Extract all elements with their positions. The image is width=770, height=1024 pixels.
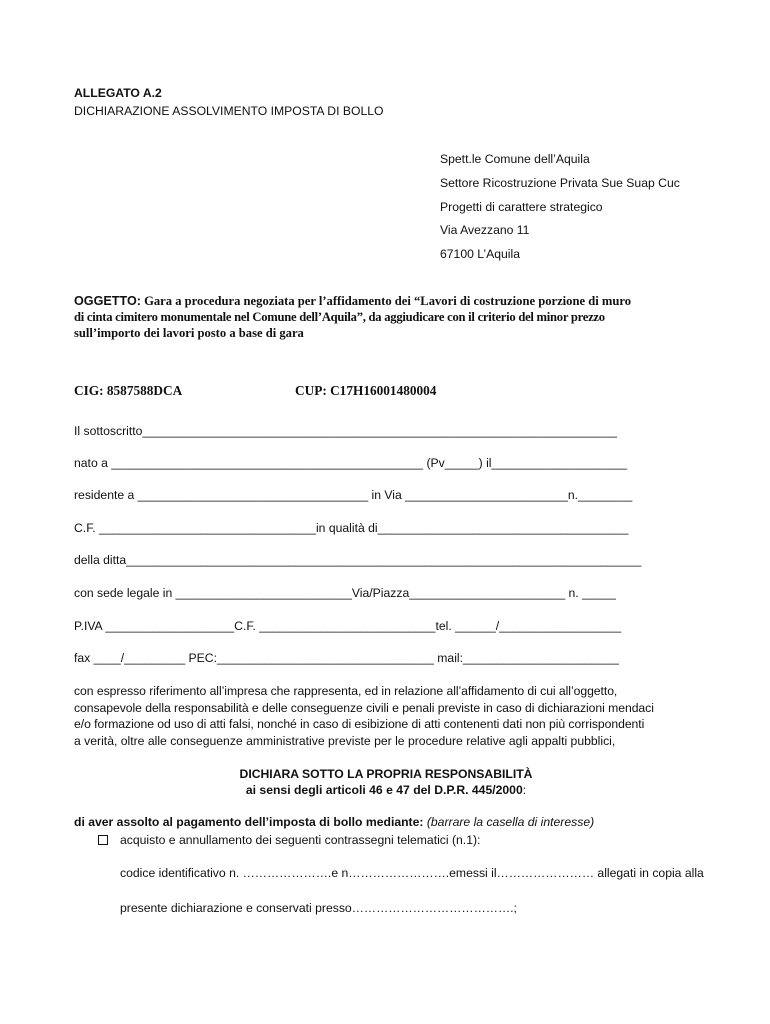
recipient-line: Via Avezzano 11: [440, 223, 530, 237]
payment-detail-line[interactable]: presente dichiarazione e conservati presso………………………………….;: [120, 901, 517, 915]
field-vat-phone[interactable]: P.IVA ___________________C.F. __________________________tel. ______/__________________: [74, 619, 622, 633]
paragraph-line: consapevole della responsabilità e delle conseguenze civili e penali previste in caso di dichiarazioni mendaci: [74, 701, 654, 715]
field-residence[interactable]: residente a __________________________________ in Via ________________________n.________: [74, 488, 633, 502]
cig-code: CIG: 8587588DCA: [74, 383, 183, 398]
payment-hint: (barrare la casella di interesse): [426, 815, 595, 829]
declaration-reference: ai sensi degli articoli 46 e 47 del D.P.R. 445/2000: [245, 783, 523, 797]
declaration-subheading: [74, 781, 698, 800]
attachment-label: ALLEGATO A.2: [74, 86, 162, 100]
recipient-line: Settore Ricostruzione Privata Sue Suap Cuc: [440, 176, 680, 190]
paragraph-line: con espresso riferimento all’impresa che rappresenta, ed in relazione all’affidamento di cui all’oggetto,: [74, 684, 618, 698]
subject-label: OGGETTO:: [74, 294, 141, 308]
payment-option-label: acquisto e annullamento dei seguenti contrassegni telematici (n.1):: [120, 833, 481, 847]
paragraph-line: e/o formazione od uso di atti falsi, nonché in caso di esibizione di atti contenenti dati non più corrispondenti: [74, 717, 645, 731]
field-legal-seat[interactable]: con sede legale in __________________________Via/Piazza_______________________ n. _____: [74, 586, 616, 600]
payment-detail-line[interactable]: codice identificativo n. ………………….e n…………………….emessi il…………………… allegati in copia alla: [120, 866, 704, 880]
subject-text: Gara a procedura negoziata per l’affidamento dei “Lavori di costruzione porzione di muro: [144, 294, 632, 308]
declaration-colon: :: [522, 783, 527, 797]
declaration-heading: DICHIARA SOTTO LA PROPRIA RESPONSABILITÀ: [239, 767, 533, 781]
recipient-line: Spett.le Comune dell’Aquila: [440, 152, 590, 166]
cup-code: CUP: C17H16001480004: [295, 383, 437, 398]
field-fax-pec-mail[interactable]: fax ____/_________ PEC:________________________________ mail:_______________________: [74, 651, 619, 665]
payment-lead-text: di aver assolto al pagamento dell’imposta di bollo mediante:: [74, 815, 424, 829]
field-birth[interactable]: nato a ______________________________________________ (Pv_____) il____________________: [74, 456, 628, 470]
field-sottoscritto[interactable]: Il sottoscritto______________________________________________________________________: [74, 424, 617, 438]
subject-text: sull’importo dei lavori posto a base di gara: [74, 326, 304, 340]
field-fiscal-code[interactable]: C.F. ________________________________in qualità di_____________________________________: [74, 521, 629, 535]
document-title: DICHIARAZIONE ASSOLVIMENTO IMPOSTA DI BOLLO: [74, 104, 384, 118]
subject-text: di cinta cimitero monumentale nel Comune dell’Aquila”, da aggiudicare con il criterio del minor prezzo: [74, 310, 605, 324]
payment-option-checkbox[interactable]: [98, 835, 108, 845]
paragraph-line: a verità, oltre alle conseguenze amministrative previste per le procedure relative agli appalti pubblici,: [74, 734, 616, 748]
payment-lead: [74, 815, 594, 829]
recipient-line: Progetti di carattere strategico: [440, 200, 603, 214]
field-company[interactable]: della ditta____________________________________________________________________________: [74, 553, 642, 567]
recipient-line: 67100 L’Aquila: [440, 247, 520, 261]
